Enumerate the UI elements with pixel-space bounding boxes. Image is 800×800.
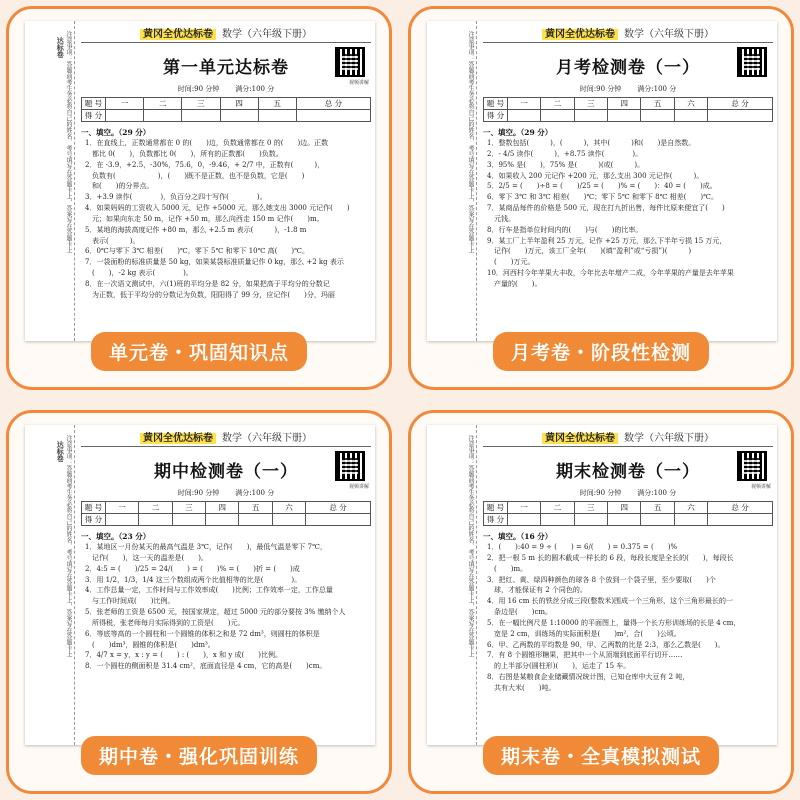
time-score-line: [483, 488, 773, 498]
caption-badge: 期中卷・强化巩固训练: [81, 736, 317, 775]
panel-monthly-test: [408, 6, 794, 390]
question-list: [81, 138, 371, 301]
table-cell: [144, 110, 182, 122]
question-line: 8．一个圆柱的侧面积是 31.4 cm²，底面直径是 4 cm，它的高是( )cm。: [85, 662, 327, 671]
score-table: [81, 97, 371, 122]
question-line: 10．河西村今年苹果大丰收，今年比去年增产二成，今年苹果的产量是去年苹果: [487, 269, 734, 278]
notice-text: 注意事项：答题前考生务必将自己的姓名、考号填写在答题卡上，答案写在答题卡上: [467, 435, 474, 657]
section-heading: 一、填空。（29 分）: [483, 128, 553, 137]
binding-margin: [25, 21, 75, 341]
table-cell: 总 分: [708, 98, 773, 110]
question-line: 记作( )，这一天的温差是( )。: [85, 553, 208, 562]
subject-label: 数学（六年级下册）: [624, 29, 714, 40]
paper-title: 月考检测卷（一）: [556, 58, 700, 78]
question-line: 6．零下 3℃ 和 3℃ 相差( )℃；零下 5℃ 和零下 8℃ 相差( )℃。: [487, 193, 718, 202]
question-line: 记作( )万元，该工厂全年( )(填“盈利”或“亏损”)( ): [487, 247, 692, 256]
question-line: 8．右图是某粮食企业储藏情况统计图，已知仓库中大豆有 2 吨，: [487, 673, 690, 682]
question-line: 2．在 -3.9，+2.5，-30%，75.6，0，-9.46，+ 2/7 中，正数有( )，: [85, 160, 325, 169]
table-cell: [306, 514, 371, 526]
binding-margin: [25, 425, 75, 745]
question-line: 的上半部分(圆柱形)( )，运走了 15 车。: [487, 662, 631, 671]
brand-label: 黄冈全优达标卷: [140, 29, 216, 40]
question-line: 所得税，张老师每月实际得到的工资是( )元。: [85, 618, 245, 627]
table-cell: [574, 110, 607, 122]
subject-label: 数学（六年级下册）: [222, 29, 312, 40]
table-cell: [182, 110, 220, 122]
table-cell: [608, 514, 641, 526]
table-cell: 得 分: [82, 110, 106, 122]
table-cell: 一: [508, 98, 541, 110]
caption-badge: 月考卷・阶段性检测: [493, 332, 709, 371]
question-line: 6．等底等高的一个圆柱和一个圆锥的体积之和是 72 dm³，则圆柱的体积是: [85, 629, 320, 638]
question-line: 8．行车是指单位时间内的( )与( )的比率。: [487, 225, 643, 234]
question-line: 8．在一次语文测试中，六(1)班的平均分是 82 分，如果把高于平均分的分数记: [85, 279, 330, 288]
question-list: [483, 542, 773, 694]
table-cell: 六: [674, 502, 707, 514]
table-cell: [272, 514, 305, 526]
table-cell: [106, 110, 144, 122]
table-cell: [708, 110, 773, 122]
table-cell: 二: [541, 502, 574, 514]
question-line: 2．- 4/5 读作( )，+8.75 读作( )。: [487, 149, 643, 158]
time-score-line: [483, 84, 773, 94]
table-cell: 得 分: [484, 110, 508, 122]
panel-unit-test: [6, 6, 392, 390]
table-cell: 总 分: [708, 502, 773, 514]
table-cell: 二: [139, 502, 172, 514]
table-cell: 三: [182, 98, 220, 110]
panel-midterm-test: [6, 410, 392, 794]
table-row: [484, 98, 773, 110]
qr-code-icon: [737, 47, 767, 77]
paper-title: 第一单元达标卷: [163, 58, 289, 78]
table-cell: 四: [608, 98, 641, 110]
qr-label: 视频讲解: [348, 484, 369, 490]
table-cell: 六: [272, 502, 305, 514]
table-cell: [172, 514, 205, 526]
score-label: 满分:100 分: [235, 85, 275, 93]
question-line: 7．4/7 x = y，x : y = ( ) : ( )，x 和 y 成( )比例。: [85, 651, 282, 660]
qr-label: 视频讲解: [348, 80, 369, 86]
time-score-line: [81, 84, 371, 94]
table-cell: 四: [206, 502, 239, 514]
section-heading: 一、填空。（29 分）: [81, 128, 151, 137]
table-cell: [674, 514, 707, 526]
question-line: 元钱。: [487, 214, 515, 223]
exam-paper: [25, 425, 375, 745]
question-line: 9．某工厂上半年盈利 25 万元，记作 +25 万元，那么下半年亏损 15 万元，: [487, 236, 727, 245]
table-cell: [641, 110, 674, 122]
question-line: 2．把一根 5 m 长的圆木截成一样长的 6 段，每段长度是全长的( )，每段长: [487, 553, 734, 562]
table-cell: 六: [674, 98, 707, 110]
question-line: ( )m。: [487, 564, 528, 573]
table-cell: 得 分: [82, 514, 106, 526]
binding-margin: [427, 425, 477, 745]
time-label: 时间:90 分钟: [579, 85, 622, 93]
score-table: [483, 97, 773, 122]
table-row: [82, 110, 371, 122]
table-row: [484, 110, 773, 122]
table-cell: 一: [106, 98, 144, 110]
table-cell: 五: [641, 502, 674, 514]
qr-code-icon: [335, 451, 365, 481]
table-cell: [508, 110, 541, 122]
question-line: 6．0℃与零下 3℃ 相差( )℃，零下 5℃ 和零下 10℃ 高( )℃。: [85, 247, 309, 256]
question-line: 元；如果向东走 50 m，记作 +50 m，那么向西走 150 m 记作( )m。: [85, 214, 324, 223]
score-label: 满分:100 分: [637, 85, 677, 93]
time-score-line: [81, 488, 371, 498]
paper-title: 期中检测卷（一）: [154, 462, 298, 482]
question-line: 1．( ):40 = 9 ÷ ( ) = 6/( ) = 0.375 = ( )%: [487, 543, 678, 551]
question-line: 5．在一幅比例尺是 1:10000 的平面图上，量得一个长方形训练场的长是 4 cm，: [487, 618, 741, 627]
section-heading: 一、填空。（23 分）: [81, 532, 151, 541]
notice-text: 注意事项：答题前考生务必将自己的姓名、考号填写在答题卡上，答案写在答题卡上: [65, 435, 72, 657]
score-label: 满分:100 分: [235, 489, 275, 497]
paper-title: 期末检测卷（一）: [556, 462, 700, 482]
table-cell: [674, 110, 707, 122]
binding-tag: 达标卷: [56, 441, 65, 462]
question-line: 6．甲、乙两数的平均数是 90，甲、乙两数的比是 2:3，那么乙数是( )。: [487, 640, 725, 649]
brand-label: 黄冈全优达标卷: [542, 29, 618, 40]
question-line: 7．某商品每件的价格是 500 元，现在打九折出售，每件比原来便宜了( ): [487, 204, 725, 213]
question-line: 球，才能保证有 2 个同色的。: [487, 586, 587, 595]
exam-paper: [427, 21, 777, 341]
table-row: [82, 98, 371, 110]
table-cell: 题 号: [82, 502, 106, 514]
question-line: 5．某地的海拔高度记作 +80 m，那么 +2.5 m 表示( )，-1.8 m: [85, 225, 307, 234]
question-line: 5．张老师的工资是 6500 元，按国家规定，超过 5000 元的部分要按 3% 缴纳个人: [85, 608, 346, 617]
question-line: 为正数，低于平均分的分数记为负数，阳阳得了 99 分，应记作( )分，玛丽: [85, 290, 335, 299]
paper-header: [483, 25, 773, 43]
brand-label: 黄冈全优达标卷: [140, 433, 216, 444]
table-cell: [541, 110, 574, 122]
table-cell: 题 号: [484, 502, 508, 514]
time-label: 时间:90 分钟: [579, 489, 622, 497]
question-line: ( )，-2 kg 表示( )。: [85, 269, 193, 278]
paper-header: [81, 429, 371, 447]
caption-badge: 期末卷・全真模拟测试: [483, 736, 719, 775]
table-cell: [541, 514, 574, 526]
table-cell: 一: [106, 502, 139, 514]
question-line: 3．95% 是( )，75% 是( )(或( )。: [487, 160, 645, 169]
table-cell: 四: [220, 98, 258, 110]
time-label: 时间:90 分钟: [177, 489, 220, 497]
time-label: 时间:90 分钟: [177, 85, 220, 93]
question-line: 1．整数包括( )，( )，其中( )和( )是自然数。: [487, 139, 696, 147]
question-line: 和( )的分界点。: [85, 182, 154, 191]
exam-paper: [427, 425, 777, 745]
question-line: 3．用 1/2，1/3，1/4 这三个数组成两个比值相等的比是( )。: [85, 575, 302, 584]
notice-text: 注意事项：答题前考生务必将自己的姓名、考号填写在答题卡上，答案写在答题卡上: [467, 31, 474, 253]
table-cell: [220, 110, 258, 122]
question-line: 1．在直线上，正数通常都在 0 的( )边，负数通常都在 0 的( )边。正数: [85, 139, 329, 147]
paper-header: [81, 25, 371, 43]
question-line: ( )万元。: [487, 258, 535, 267]
table-cell: 五: [641, 98, 674, 110]
table-cell: [239, 514, 272, 526]
table-cell: 五: [258, 98, 296, 110]
table-cell: 题 号: [82, 98, 106, 110]
question-list: [483, 138, 773, 290]
table-cell: [508, 514, 541, 526]
question-line: 宽是 2 cm，训练场的实际面积是( )m²，合( )公顷。: [487, 629, 681, 638]
question-line: 4．如果收入 200 元记作 +200 元，那么支出 300 元记作( )。: [487, 171, 704, 180]
table-cell: 总 分: [296, 98, 370, 110]
table-cell: 总 分: [306, 502, 371, 514]
table-cell: 三: [172, 502, 205, 514]
question-line: 表示( )。: [85, 236, 140, 245]
binding-tag: 达标卷: [56, 37, 65, 58]
table-cell: [708, 514, 773, 526]
table-row: [82, 514, 371, 526]
table-cell: [608, 110, 641, 122]
exam-paper: [25, 21, 375, 341]
question-line: 3．+3.9 读作( )，负百分之四十写作( )。: [85, 193, 267, 202]
subject-label: 数学（六年级下册）: [222, 433, 312, 444]
question-line: ( )dm³，圆锥的体积是( )dm³。: [85, 640, 215, 649]
score-label: 满分:100 分: [637, 489, 677, 497]
question-list: [81, 542, 371, 672]
table-cell: 得 分: [484, 514, 508, 526]
table-cell: [106, 514, 139, 526]
subject-label: 数学（六年级下册）: [624, 433, 714, 444]
question-line: 5．2/5 = ( )÷8 = ( )/25 = ( )% = ( )：40 = ( )成。: [487, 182, 717, 191]
question-line: 4．如果妈妈的工资收入 5000 元，记作 +5000 元，那么她支出 3000 元记作( ): [85, 204, 350, 213]
table-cell: [258, 110, 296, 122]
table-cell: 二: [144, 98, 182, 110]
score-table: [483, 501, 773, 526]
qr-code-icon: [737, 451, 767, 481]
question-line: 4．用 16 cm 长的铁丝分成三段(整数米)围成一个三角形，这个三角形最长的一: [487, 597, 734, 606]
binding-margin: [427, 21, 477, 341]
table-row: [484, 514, 773, 526]
question-line: 4．工作总量一定，工作时间与工作效率成( )比例；工作效率一定，工作总量: [85, 586, 333, 595]
panel-final-test: [408, 410, 794, 794]
question-line: 7．有 8 个圆锥形糖果，把其中一个从顶端到底面平行切开……: [487, 651, 683, 660]
table-row: [484, 502, 773, 514]
question-line: 7．一袋面粉的标准质量是 50 kg，如果某袋标准质量记作 0 kg，那么 +2 kg 表示: [85, 258, 344, 267]
table-cell: 三: [574, 502, 607, 514]
table-cell: 三: [574, 98, 607, 110]
table-cell: 一: [508, 502, 541, 514]
notice-text: 注意事项：答题前考生务必将自己的姓名、考号填写在答题卡上，答案写在答题卡上: [65, 31, 72, 253]
qr-code-icon: [335, 47, 365, 77]
brand-label: 黄冈全优达标卷: [542, 433, 618, 444]
score-table: [81, 501, 371, 526]
question-line: 产量的( )。: [487, 279, 542, 288]
question-line: 2．4:5 = ( )/25 = 24/( ) = ( )% = ( )折 = ( )成: [85, 564, 300, 573]
question-line: 共有大米( )吨。: [487, 683, 556, 692]
table-cell: 题 号: [484, 98, 508, 110]
table-cell: [641, 514, 674, 526]
table-cell: [574, 514, 607, 526]
table-cell: 二: [541, 98, 574, 110]
table-cell: 四: [608, 502, 641, 514]
question-line: 与工作时间成( )比例。: [85, 597, 175, 606]
question-line: 1．某地区一月份某天的最高气温是 3℃，记作( )，最低气温是零下 7℃，: [85, 543, 327, 551]
table-cell: [139, 514, 172, 526]
table-cell: [296, 110, 370, 122]
question-line: 都比 0( )，负数都比 0( )，所有的正数都( )负数。: [85, 149, 283, 158]
caption-badge: 单元卷・巩固知识点: [91, 332, 307, 371]
question-line: 负数有( )，( )既不是正数，也不是负数，它是( ): [85, 171, 305, 180]
table-row: [82, 502, 371, 514]
table-cell: [206, 514, 239, 526]
paper-header: [483, 429, 773, 447]
question-line: 3．把红、黄、绿四种颜色的球各 8 个放到一个袋子里，至少要取( )个: [487, 575, 716, 584]
table-cell: 五: [239, 502, 272, 514]
section-heading: 一、填空。（16 分）: [483, 532, 553, 541]
question-line: 条边是( )cm。: [487, 608, 553, 617]
qr-label: 视频讲解: [750, 484, 771, 490]
